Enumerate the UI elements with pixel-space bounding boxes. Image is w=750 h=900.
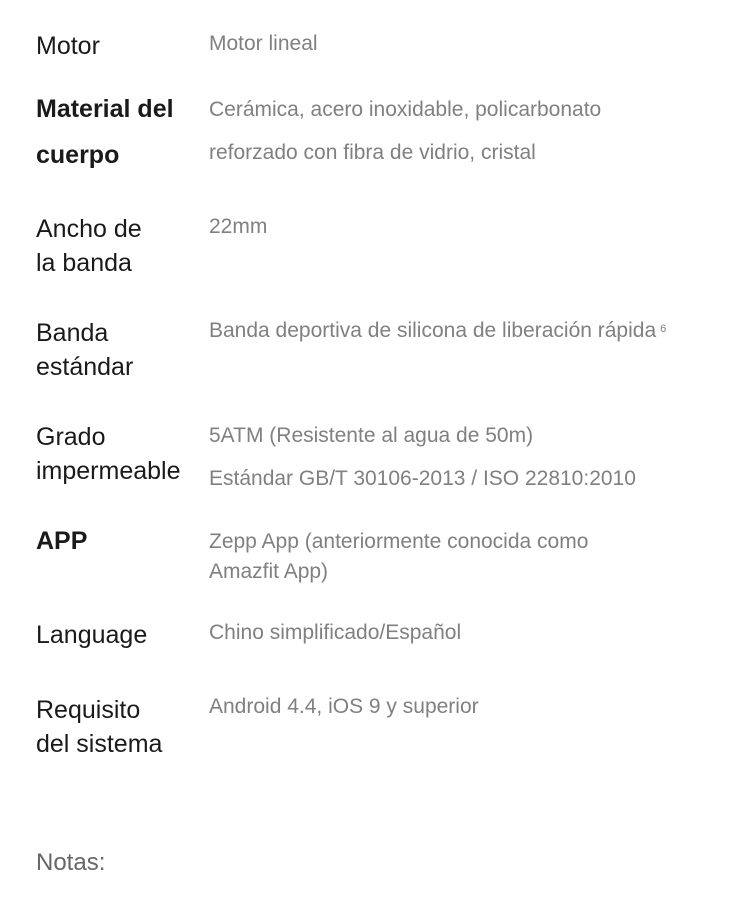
spec-value-body-material: Cerámica, acero inoxidable, policarbonato reforzado con fibra de vidrio, cristal: [209, 98, 602, 164]
spec-label-system-requirement: Requisito del sistema: [36, 696, 163, 758]
spec-label-language: Language: [36, 621, 148, 649]
notes-heading: Notas:: [36, 849, 106, 876]
spec-label-band-width: Ancho de la banda: [36, 215, 142, 277]
spec-value-band-width: 22mm: [209, 215, 268, 238]
spec-value-system-requirement: Android 4.4, iOS 9 y superior: [209, 695, 479, 718]
spec-value-language: Chino simplificado/Español: [209, 621, 462, 644]
spec-label-motor: Motor: [36, 32, 100, 60]
spec-value-motor: Motor lineal: [209, 32, 318, 55]
spec-value-standard-band: Banda deportiva de silicona de liberación rápida $^6$: [209, 319, 667, 342]
spec-value-water-resistance: 5ATM (Resistente al agua de 50m) Estándar GB/T 30106-2013 / ISO 22810:2010: [209, 424, 636, 490]
spec-label-standard-band: Banda estándar: [36, 319, 134, 381]
spec-label-body-material: Material del cuerpo: [36, 95, 174, 169]
spec-value-app: Zepp App (anteriormente conocida como Amazfit App): [209, 530, 589, 583]
spec-label-water-resistance: Grado impermeable: [36, 423, 181, 485]
footnote-marker: 6: [660, 323, 667, 335]
spec-label-app: APP: [36, 527, 88, 555]
